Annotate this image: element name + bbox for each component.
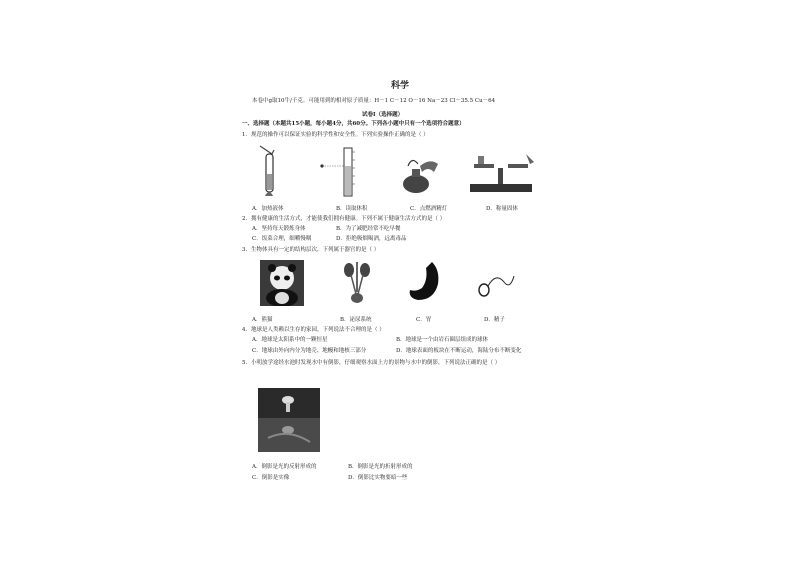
- q1-figure-lighting-lamp: [398, 154, 440, 196]
- exam-sheet: [240, 70, 560, 510]
- exam-title: 科学: [390, 81, 409, 91]
- q2-option-b: B．为了减肥经常不吃早餐: [336, 226, 401, 232]
- q2-option-d: D．拒绝吸烟喝酒，远离毒品: [336, 236, 407, 242]
- q1-figure-balance: [464, 154, 538, 196]
- q1-figure-reading-volume: [320, 144, 360, 200]
- section-heading: 一、选择题（本题共15小题，每小题4分，共60分。下列各小题中只有一个选项符合题意）: [242, 121, 465, 127]
- paper-label: 试卷Ⅰ（选择题）: [362, 112, 404, 118]
- q4-option-d: D．地球表面的板块在不断运动，海陆分布不断变化: [396, 348, 522, 354]
- q1-option-b: B．读取体积: [336, 206, 368, 212]
- q3-figure-panda: [260, 260, 304, 306]
- q5-option-c: C．倒影是实像: [252, 475, 290, 481]
- q3-option-c: C．胃: [416, 317, 432, 323]
- q1-option-a: A．加热液体: [252, 206, 284, 212]
- q3-option-a: A．熊猫: [252, 317, 273, 323]
- q5-stem: 5．小明放学途经水池时发现水中有倒影，仔细观察水面上方的景物与水中的倒影，下列说法正确的是（ ）: [242, 360, 501, 366]
- q2-stem: 2．拥有健康的生活方式，才能使我们拥有健康。下列不属于健康生活方式的是（ ）: [242, 216, 446, 222]
- q4-option-a: A．地球是太阳系中的一颗恒星: [252, 337, 328, 343]
- q1-figure-heating-liquid: [254, 144, 288, 200]
- q5-option-a: A．倒影是光的反射形成的: [252, 464, 317, 470]
- q2-option-a: A．坚持每天锻炼身体: [252, 226, 306, 232]
- q3-figure-sperm: [472, 270, 516, 302]
- q3-figure-urinary-system: [342, 260, 372, 306]
- q4-stem: 4．地球是人类赖以生存的家园，下列说法不合理的是（ ）: [242, 327, 385, 333]
- q3-option-b: B．泌尿系统: [340, 317, 372, 323]
- q3-stem: 3．生物体具有一定的结构层次，下列属于器官的是（ ）: [242, 247, 380, 253]
- q5-option-b: B．倒影是光的折射形成的: [348, 464, 413, 470]
- q4-option-c: C．地球由外向内分为地壳、地幔和地核三部分: [252, 348, 367, 354]
- exam-note: 本卷中g取10牛/千克。可能用到的相对原子质量：H－1 C－12 O－16 Na－23 Cl－35.5 Cu－64: [252, 98, 496, 104]
- q1-stem: 1．规范的操作可以保证实验的科学性和安全性。下列实验操作正确的是（ ）: [242, 132, 429, 138]
- q3-figure-stomach: [406, 260, 444, 304]
- q5-figure-reflection-photo: [258, 388, 320, 452]
- q1-option-c: C．点燃酒精灯: [410, 206, 448, 212]
- q3-option-d: D．精子: [484, 317, 505, 323]
- q1-option-d: D．称量固体: [486, 206, 518, 212]
- q4-option-b: B．地球是一个由岩石圈层组成的球体: [396, 337, 489, 343]
- q2-option-c: C．饭菜合理，细嚼慢咽: [252, 236, 312, 242]
- q5-option-d: D．倒影比实物要暗一些: [348, 475, 408, 481]
